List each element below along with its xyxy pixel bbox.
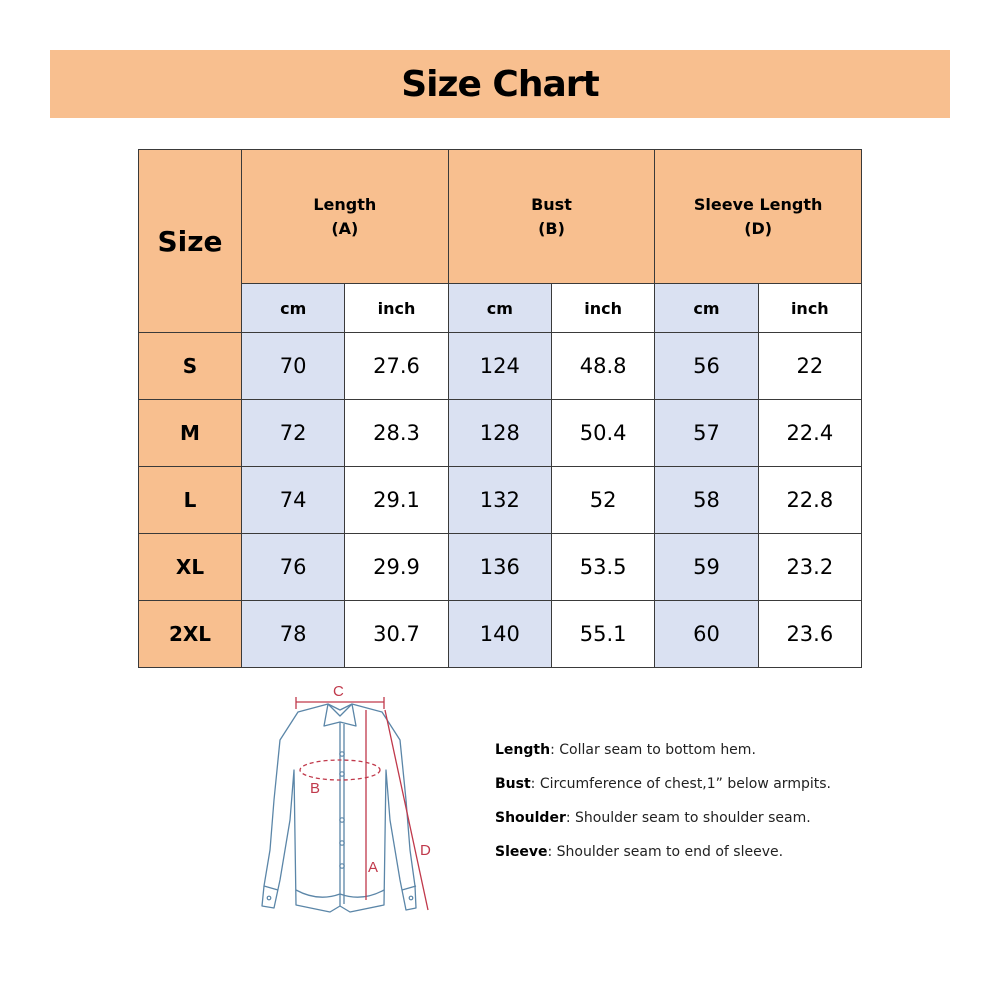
shirt-measurement-diagram (240, 680, 450, 925)
page-title: Size Chart (401, 63, 599, 105)
unit-header: inch (551, 284, 654, 333)
table-cell: 74 (242, 467, 345, 534)
table-row (139, 601, 862, 668)
bust-group-header (448, 150, 655, 284)
unit-header: inch (345, 284, 448, 333)
table-cell: 52 (551, 467, 654, 534)
length-header-label: Length (313, 194, 377, 214)
table-cell: 23.2 (758, 534, 861, 601)
table-cell: 22.8 (758, 467, 861, 534)
size-label: S (139, 333, 242, 400)
table-cell: 29.9 (345, 534, 448, 601)
table-cell: 59 (655, 534, 758, 601)
table-row (139, 467, 862, 534)
table-cell: 22 (758, 333, 861, 400)
note-term: Length (495, 742, 551, 758)
table-cell: 55.1 (551, 601, 654, 668)
table-cell: 48.8 (551, 333, 654, 400)
table-cell: 60 (655, 601, 758, 668)
table-cell: 76 (242, 534, 345, 601)
note-term: Bust (495, 776, 531, 792)
note-text: : Circumference of chest,1” below armpits. (530, 776, 831, 792)
sleeve-group-header (655, 150, 862, 284)
title-banner (50, 50, 950, 118)
measurement-labels (310, 683, 431, 876)
note-text: : Shoulder seam to shoulder seam. (565, 810, 811, 826)
size-label: XL (139, 534, 242, 601)
table-cell: 29.1 (345, 467, 448, 534)
sleeve-header-code: (D) (744, 218, 773, 238)
label-a: A (368, 859, 379, 876)
table-cell: 140 (448, 601, 551, 668)
bust-header-code: (B) (538, 218, 565, 238)
table-cell: 128 (448, 400, 551, 467)
note-text: : Shoulder seam to end of sleeve. (547, 844, 784, 860)
table-cell: 28.3 (345, 400, 448, 467)
table-row (139, 534, 862, 601)
unit-header: cm (655, 284, 758, 333)
measurement-notes (495, 742, 935, 878)
table-cell: 23.6 (758, 601, 861, 668)
table-cell: 57 (655, 400, 758, 467)
unit-header: cm (242, 284, 345, 333)
table-cell: 72 (242, 400, 345, 467)
note-length (495, 742, 935, 761)
table-cell: 27.6 (345, 333, 448, 400)
table-row (139, 333, 862, 400)
length-group-header (242, 150, 449, 284)
table-cell: 132 (448, 467, 551, 534)
note-term: Shoulder (495, 810, 566, 826)
table-cell: 56 (655, 333, 758, 400)
size-label: M (139, 400, 242, 467)
size-label: L (139, 467, 242, 534)
label-d: D (420, 842, 431, 859)
table-cell: 22.4 (758, 400, 861, 467)
note-sleeve (495, 844, 935, 863)
size-table (138, 149, 862, 668)
table-cell: 70 (242, 333, 345, 400)
length-header-code: (A) (331, 218, 359, 238)
unit-header: inch (758, 284, 861, 333)
table-cell: 53.5 (551, 534, 654, 601)
size-column-header: Size (139, 150, 242, 333)
shirt-outline (262, 704, 416, 912)
table-row (139, 400, 862, 467)
table-cell: 58 (655, 467, 758, 534)
label-b: B (310, 780, 321, 797)
table-cell: 30.7 (345, 601, 448, 668)
label-c: C (333, 683, 344, 700)
table-cell: 124 (448, 333, 551, 400)
size-label: 2XL (139, 601, 242, 668)
bust-header-label: Bust (531, 194, 572, 214)
note-shoulder (495, 810, 935, 829)
note-bust (495, 776, 935, 795)
table-cell: 50.4 (551, 400, 654, 467)
table-cell: 78 (242, 601, 345, 668)
measurement-lines (296, 697, 428, 910)
note-term: Sleeve (495, 844, 548, 860)
note-text: : Collar seam to bottom hem. (550, 742, 756, 758)
unit-header: cm (448, 284, 551, 333)
table-cell: 136 (448, 534, 551, 601)
sleeve-header-label: Sleeve Length (693, 194, 823, 214)
